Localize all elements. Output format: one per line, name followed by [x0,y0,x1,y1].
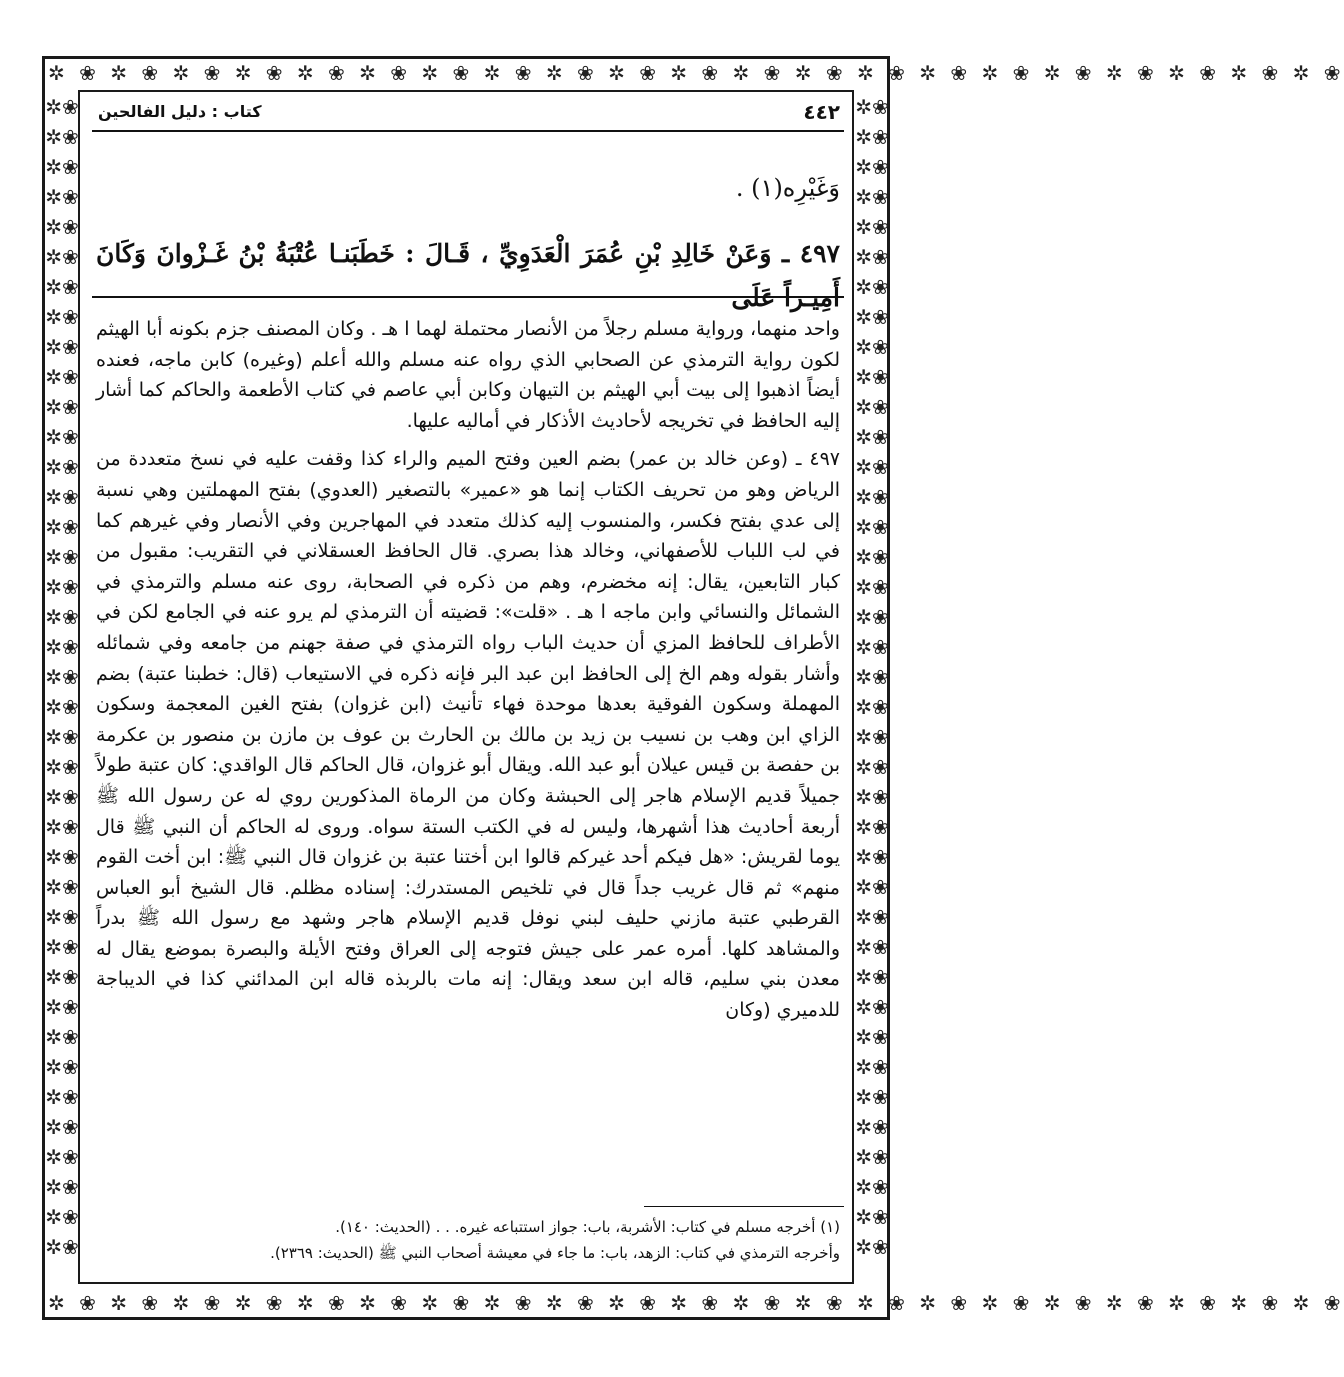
ornament-right: ✲❀✲❀✲❀✲❀✲❀✲❀✲❀✲❀✲❀✲❀✲❀✲❀✲❀✲❀✲❀✲❀✲❀✲❀✲❀✲❀✲❀✲❀✲❀✲❀✲❀✲❀✲❀✲❀✲❀✲❀✲❀✲❀✲❀✲❀✲❀✲❀✲❀✲❀✲❀ [855,95,889,1259]
hadith-number: ٤٩٧ [799,239,840,268]
ornament-bottom: ✲ ❀ ✲ ❀ ✲ ❀ ✲ ❀ ✲ ❀ ✲ ❀ ✲ ❀ ✲ ❀ ✲ ❀ ✲ ❀ ✲ ❀ ✲ ❀ ✲ ❀ ✲ ❀ ✲ ❀ ✲ ❀ ✲ ❀ ✲ ❀ ✲ ❀ ✲ ❀ ✲ ❀ [48,1291,1344,1315]
footnotes [96,1214,840,1266]
hadith-body: ـ وَعَنْ خَالِدِ بْنِ عُمَرَ الْعَدَوِيِّ ، قَـالَ : خَطَبَنـا عُتْبَةُ بْنُ غَـزْوانَ وَكَانَ أَمِيـراً عَلَى [96,239,840,312]
page-number: ٤٤٢ [803,100,840,124]
book-title: كتاب : دليل الفالحين [98,102,262,121]
footnote: (١) أخرجه مسلم في كتاب: الأشربة، باب: جواز استتباعه غيره. . . (الحديث: ١٤٠). [335,1218,840,1236]
footnote: وأخرجه الترمذي في كتاب: الزهد، باب: ما جاء في معيشة أصحاب النبي ﷺ (الحديث: ٢٣٦٩). [270,1244,840,1262]
ornament-left: ✲❀✲❀✲❀✲❀✲❀✲❀✲❀✲❀✲❀✲❀✲❀✲❀✲❀✲❀✲❀✲❀✲❀✲❀✲❀✲❀✲❀✲❀✲❀✲❀✲❀✲❀✲❀✲❀✲❀✲❀✲❀✲❀✲❀✲❀✲❀✲❀✲❀✲❀✲❀ [45,95,79,1259]
hadith-text [96,232,840,320]
commentary-paragraph: ٤٩٧ ـ (وعن خالد بن عمر) بضم العين وفتح الميم والراء كذا وقفت عليه في نسخ متعددة من الرياض وهو من تحريف الكتاب إنما هو «عمير» بالتصغير (العدوي) بفتح المهملتين وهي نسبة إلى عدي بفتح فكسر، والمنسوب إليه كذلك متعدد في المهاجرين وفي الأنصار وفي غيرهم كما في لب اللباب للأصفهاني، وخالد هذا بصري. قال الحافظ العسقلاني في التقريب: مقبول من كبار التابعين، يقال: إنه مخضرم، وهم من ذكره في الصحابة، روى عنه مسلم والترمذي في الشمائل والنسائي وابن ماجه ا هـ . «قلت»: قضيته أن الترمذي لم يرو عنه في الجامع لكن في الأطراف للحافظ المزي أن حديث الباب رواه الترمذي في صفة جهنم من جامعه وفي شمائله وأشار بقوله وهم الخ إلى الحافظ ابن عبد البر فإنه ذكره في الاستيعاب (قال: خطبنا عتبة) بضم المهملة وسكون الفوقية بعدها موحدة فهاء تأنيث (ابن غزوان) بفتح الغين المعجمة وسكون الزاي ابن وهب بن نسيب بن زيد بن مالك بن الحارث بن عوف بن مازن بن منصور بن عكرمة بن حفصة بن قيس عيلان أبو عبد الله. ويقال أبو غزوان، قال الحاكم قال الواقدي: كان عتبة طولاً جميلاً قديم الإسلام هاجر إلى الحبشة وكان من الرماة المذكورين روي له عن رسول الله ﷺ أربعة أحاديث هذا أشهرها، وليس له في الكتب الستة سواه. وروى له الحاكم أن النبي ﷺ قال يوما لقريش: «هل فيكم أحد غيركم قالوا ابن أختنا عتبة بن غزوان قال النبي ﷺ: ابن أخت القوم منهم» ثم قال غريب جداً قال في تلخيص المستدرك: إسناده مظلم. قال الشيخ أبو العباس القرطبي عتبة مازني حليف لبني نوفل قديم الإسلام هاجر وشهد مع رسول الله ﷺ بدراً والمشاهد كلها. أمره عمر على جيش فتوجه إلى العراق وفتح الأيلة والبصرة بموضع يقال له معدن بني سليم، قاله ابن سعد ويقال: إنه مات بالربذه قاله ابن المدائني كذا في الديباجة للدميري (وكان [96,448,840,1022]
commentary-paragraph: واحد منهما، ورواية مسلم رجلاً من الأنصار محتملة لهما ا هـ . وكان المصنف جزم بكونه أبا الهيثم لكون رواية الترمذي عن الصحابي الذي رواه عنه مسلم والله أعلم (وغيره) كابن ماجه، فعنده أيضاً اذهبوا إلى بيت أبي الهيثم بن التيهان وكابن أبي عاصم في كتاب الأطعمة والحاكم كما أشار إليه الحافظ في تخريجه لأحاديث الأذكار في أماليه عليها. [96,318,840,432]
footnote-separator [644,1206,844,1207]
carry-over-text: وَغَيْرِه(١) . [735,174,840,202]
text-separator [92,296,844,298]
ornament-top: ✲ ❀ ✲ ❀ ✲ ❀ ✲ ❀ ✲ ❀ ✲ ❀ ✲ ❀ ✲ ❀ ✲ ❀ ✲ ❀ ✲ ❀ ✲ ❀ ✲ ❀ ✲ ❀ ✲ ❀ ✲ ❀ ✲ ❀ ✲ ❀ ✲ ❀ ✲ ❀ ✲ ❀ [48,61,1344,85]
commentary [96,314,840,1034]
page-content [92,96,844,1276]
running-header [92,100,844,132]
